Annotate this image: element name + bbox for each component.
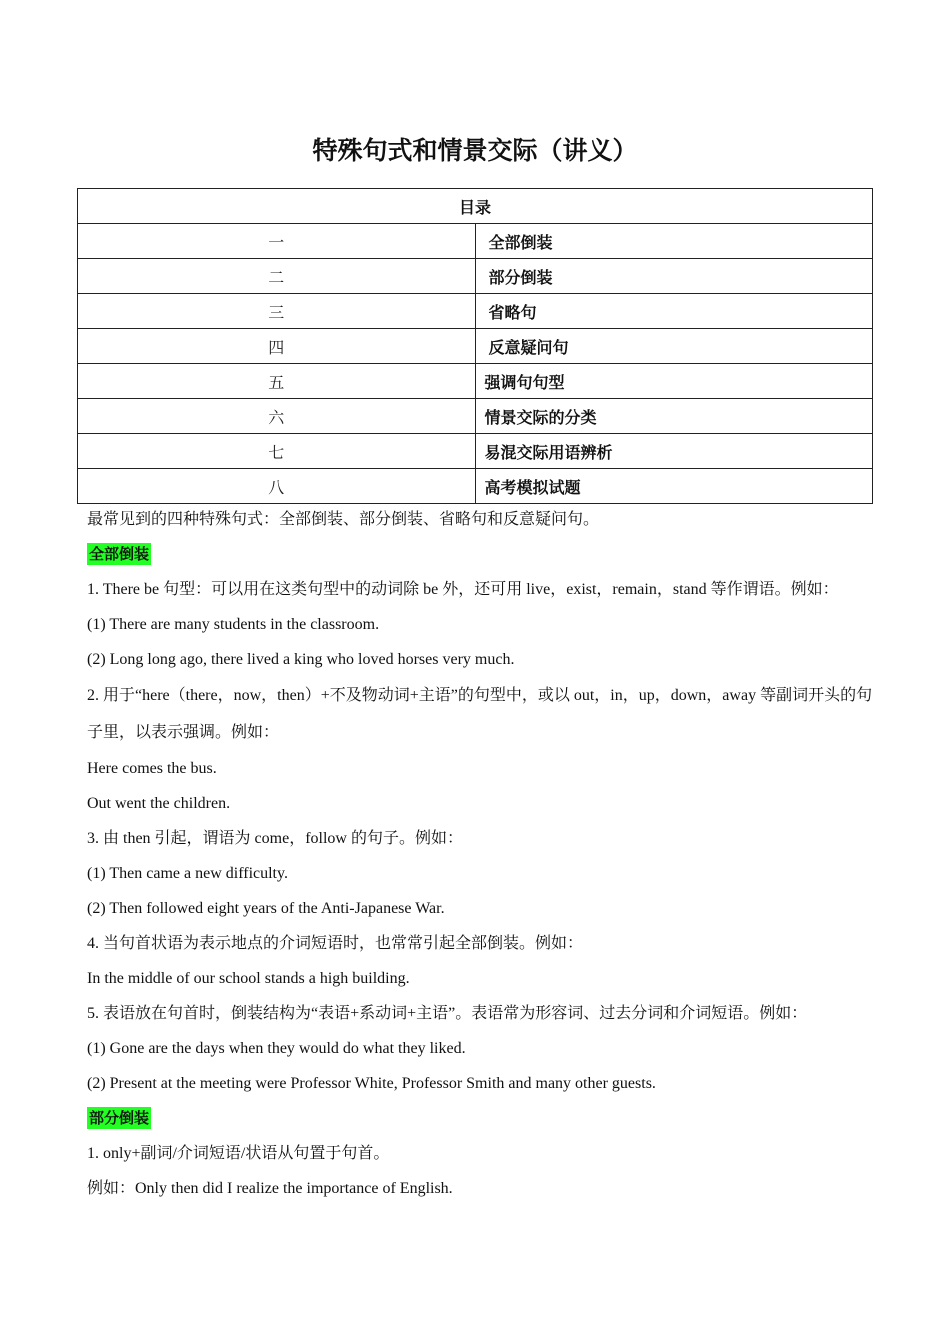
section-heading-full-inversion bbox=[87, 537, 877, 572]
toc-entry: 高考模拟试题 bbox=[475, 469, 873, 504]
paragraph: 5. 表语放在句首时，倒装结构为“表语+系动词+主语”。表语常为形容词、过去分词和介词短语。例如： bbox=[87, 1005, 808, 1022]
toc-header: 目录 bbox=[78, 189, 873, 224]
toc-entry: 情景交际的分类 bbox=[475, 399, 873, 434]
example-line: (2) Then followed eight years of the Anti-Japanese War. bbox=[87, 900, 445, 917]
paragraph: 1. only+副词/介词短语/状语从句置于句首。 bbox=[87, 1145, 390, 1162]
highlighted-heading: 部分倒装 bbox=[89, 1109, 150, 1127]
toc-row bbox=[78, 364, 873, 399]
toc-number: 二 bbox=[78, 259, 476, 294]
toc-row bbox=[78, 469, 873, 504]
toc-table bbox=[77, 188, 873, 504]
section-heading-partial-inversion bbox=[87, 1101, 877, 1136]
toc-row bbox=[78, 259, 873, 294]
toc-entry: 强调句句型 bbox=[475, 364, 873, 399]
paragraph: 4. 当句首状语为表示地点的介词短语时，也常常引起全部倒装。例如： bbox=[87, 935, 584, 952]
example-line: (1) Then came a new difficulty. bbox=[87, 865, 288, 882]
toc-row bbox=[78, 224, 873, 259]
intro-paragraph: 最常见到的四种特殊句式：全部倒装、部分倒装、省略句和反意疑问句。 bbox=[87, 511, 600, 528]
page-title: 特殊句式和情景交际（讲义） bbox=[312, 136, 638, 165]
toc-header-row bbox=[78, 189, 873, 224]
highlighted-heading: 全部倒装 bbox=[89, 545, 150, 563]
example-line: Out went the children. bbox=[87, 795, 231, 812]
paragraph: 3. 由 then 引起，谓语为 come，follow 的句子。例如： bbox=[87, 830, 463, 847]
toc-row bbox=[78, 399, 873, 434]
toc-entry: 省略句 bbox=[475, 294, 873, 329]
toc-row bbox=[78, 329, 873, 364]
document-body bbox=[87, 502, 877, 1206]
example-line: Here comes the bus. bbox=[87, 760, 217, 777]
example-line: In the middle of our school stands a high building. bbox=[87, 970, 410, 987]
toc-entry: 易混交际用语辨析 bbox=[475, 434, 873, 469]
toc-number: 六 bbox=[78, 399, 476, 434]
toc-number: 四 bbox=[78, 329, 476, 364]
toc-row bbox=[78, 434, 873, 469]
example-line: (2) Long long ago, there lived a king who loved horses very much. bbox=[87, 651, 515, 668]
toc-number: 三 bbox=[78, 294, 476, 329]
example-line: (2) Present at the meeting were Professor White, Professor Smith and many other guests. bbox=[87, 1075, 656, 1092]
toc-number: 五 bbox=[78, 364, 476, 399]
toc-row bbox=[78, 294, 873, 329]
toc-entry: 全部倒装 bbox=[475, 224, 873, 259]
toc-number: 一 bbox=[78, 224, 476, 259]
toc-entry: 部分倒装 bbox=[475, 259, 873, 294]
example-line: (1) There are many students in the classroom. bbox=[87, 616, 380, 633]
example-line: 例如：Only then did I realize the importance of English. bbox=[87, 1180, 453, 1197]
paragraph: 2. 用于“here（there，now，then）+不及物动词+主语”的句型中，或以 out，in，up，down，away 等副词开头的句子里，以表示强调。例如： bbox=[87, 687, 873, 741]
toc-number: 八 bbox=[78, 469, 476, 504]
toc-entry: 反意疑问句 bbox=[475, 329, 873, 364]
toc-number: 七 bbox=[78, 434, 476, 469]
example-line: (1) Gone are the days when they would do what they liked. bbox=[87, 1040, 466, 1057]
paragraph: 1. There be 句型：可以用在这类句型中的动词除 be 外，还可用 live，exist，remain，stand 等作谓语。例如： bbox=[87, 581, 839, 598]
